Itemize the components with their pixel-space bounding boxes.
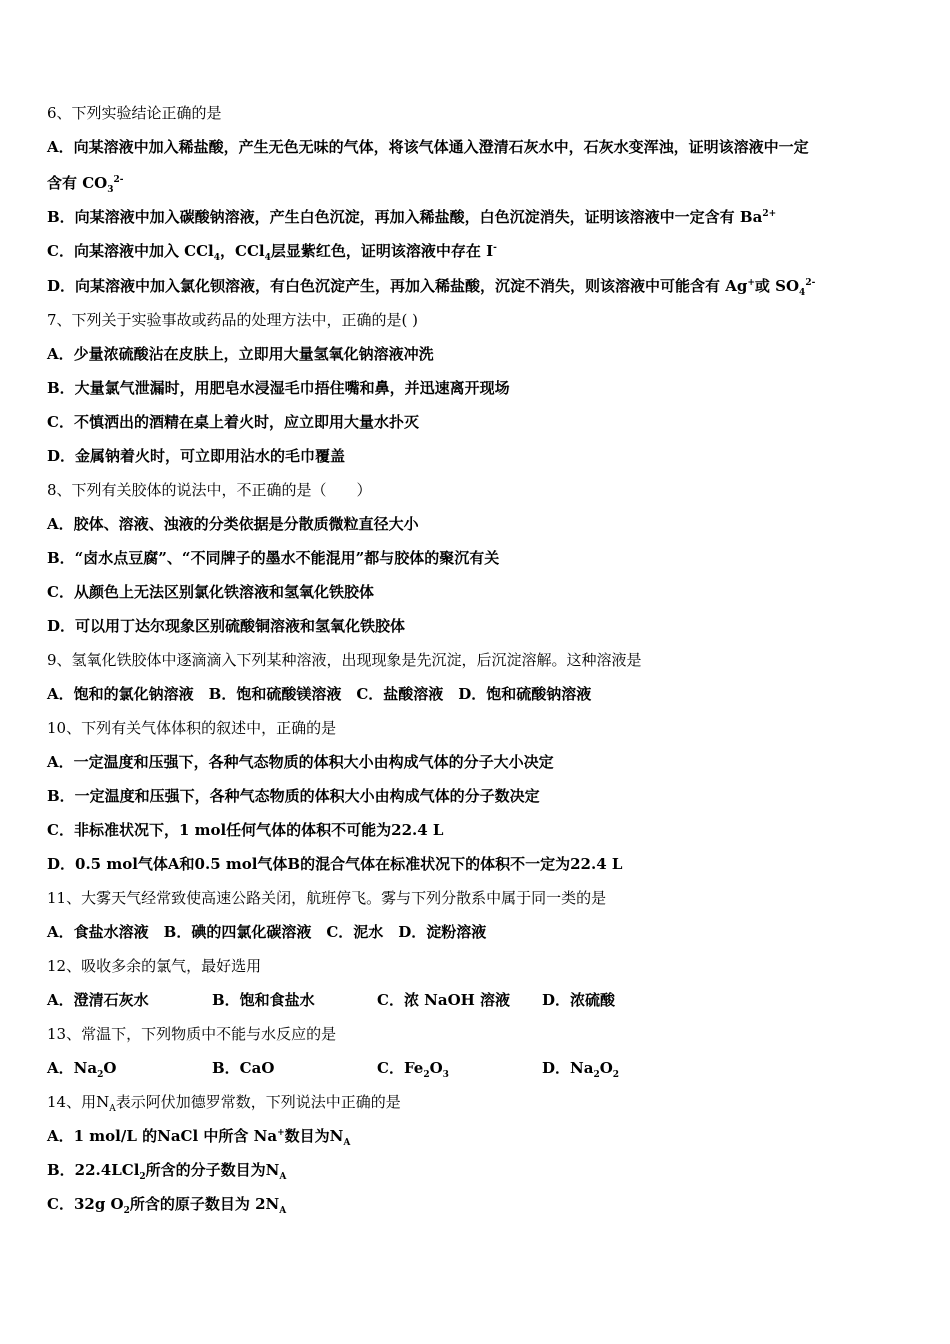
question-10-stem: 10、下列有关气体体积的叙述中，正确的是 (47, 719, 337, 737)
question-13-option-a: A．$Na_2O$ (47, 1059, 117, 1080)
question-14-option-c: C．32g $O_2$所含的原子数目为 $2N_A$ (47, 1195, 287, 1216)
question-10-option-b: B．一定温度和压强下，各种气态物质的体积大小由构成气体的分子数决定 (47, 787, 540, 805)
question-7-option-b: B．大量氯气泄漏时，用肥皂水浸湿毛巾捂住嘴和鼻，并迅速离开现场 (47, 379, 510, 397)
question-14-stem: 14、用$N_A$表示阿伏加德罗常数，下列说法中正确的是 (47, 1093, 401, 1114)
question-7-stem: 7、下列关于实验事故或药品的处理方法中，正确的是( ) (47, 311, 419, 329)
question-8-option-b: B．“卤水点豆腐”、“不同牌子的墨水不能混用”都与胶体的聚沉有关 (47, 549, 500, 567)
question-12-options (47, 990, 615, 1010)
question-8-stem: 8、下列有关胶体的说法中，不正确的是（ ） (47, 481, 372, 499)
question-6-option-a-line1: A．向某溶液中加入稀盐酸，产生无色无味的气体，将该气体通入澄清石灰水中，石灰水变浑浊，证明该溶液中一定 (47, 138, 809, 156)
question-10-option-d: D．0.5 mol气体A和0.5 mol气体B的混合气体在标准状况下的体积不一定为22.4 L (47, 855, 623, 873)
question-7-option-a: A．少量浓硫酸沾在皮肤上，立即用大量氢氧化钠溶液冲洗 (47, 345, 434, 363)
question-8-option-c: C．从颜色上无法区别氯化铁溶液和氢氧化铁胶体 (47, 583, 374, 601)
question-7-option-d: D．金属钠着火时，可立即用沾水的毛巾覆盖 (47, 447, 346, 465)
question-12-option-a: A．澄清石灰水 (47, 991, 149, 1009)
question-12-option-c: C．浓 NaOH 溶液 (377, 991, 511, 1009)
question-12-option-d: D．浓硫酸 (542, 991, 616, 1009)
question-12-option-b: B．饱和食盐水 (212, 991, 315, 1009)
question-13-stem: 13、常温下，下列物质中不能与水反应的是 (47, 1025, 337, 1043)
question-14-option-a: A．1 mol/L 的NaCl 中所含 Na+数目为$N_A$ (47, 1127, 351, 1148)
question-8-option-d: D．可以用丁达尔现象区别硫酸铜溶液和氢氧化铁胶体 (47, 617, 406, 635)
question-6-option-c: C．向某溶液中加入 CCl$_4$，CCl$_4$层显紫红色，证明该溶液中存在 I- (47, 242, 497, 263)
question-10-option-a: A．一定温度和压强下，各种气态物质的体积大小由构成气体的分子大小决定 (47, 753, 554, 771)
question-11-options: A．食盐水溶液 B．碘的四氯化碳溶液 C．泥水 D．淀粉溶液 (47, 923, 487, 941)
question-14-option-b: B．22.4LCl$_2$所含的分子数目为$N_A$ (47, 1161, 287, 1182)
question-13-option-b: B．CaO (212, 1059, 275, 1077)
question-6-option-a-line2: 含有 $CO_3^{2-}$ (47, 174, 124, 195)
question-13-option-c: C．$Fe_2O_3$ (377, 1059, 449, 1080)
question-11-stem: 11、大雾天气经常致使高速公路关闭，航班停飞。雾与下列分散系中属于同一类的是 (47, 889, 607, 907)
question-7-option-c: C．不慎洒出的酒精在桌上着火时，应立即用大量水扑灭 (47, 413, 419, 431)
question-12-stem: 12、吸收多余的氯气，最好选用 (47, 957, 262, 975)
question-9-options: A．饱和的氯化钠溶液 B．饱和硫酸镁溶液 C．盐酸溶液 D．饱和硫酸钠溶液 (47, 685, 592, 703)
question-13-options (47, 1058, 619, 1078)
question-6-option-b: B．向某溶液中加入碳酸钠溶液，产生白色沉淀，再加入稀盐酸，白色沉淀消失，证明该溶液中一定含有 $Ba^{2+}$ (47, 208, 777, 226)
question-10-option-c: C．非标准状况下，1 mol任何气体的体积不可能为22.4 L (47, 821, 444, 839)
question-9-stem: 9、氢氧化铁胶体中逐滴滴入下列某种溶液，出现现象是先沉淀，后沉淀溶解。这种溶液是 (47, 651, 642, 669)
question-6-stem: 6、下列实验结论正确的是 (47, 104, 222, 122)
question-8-option-a: A．胶体、溶液、浊液的分类依据是分散质微粒直径大小 (47, 515, 419, 533)
question-13-option-d: D．$Na_2O_2$ (542, 1059, 620, 1080)
question-6-option-d: D．向某溶液中加入氯化钡溶液，有白色沉淀产生，再加入稀盐酸，沉淀不消失，则该溶液中可能含有 Ag+或 $SO_4^{2-}$ (47, 277, 816, 298)
